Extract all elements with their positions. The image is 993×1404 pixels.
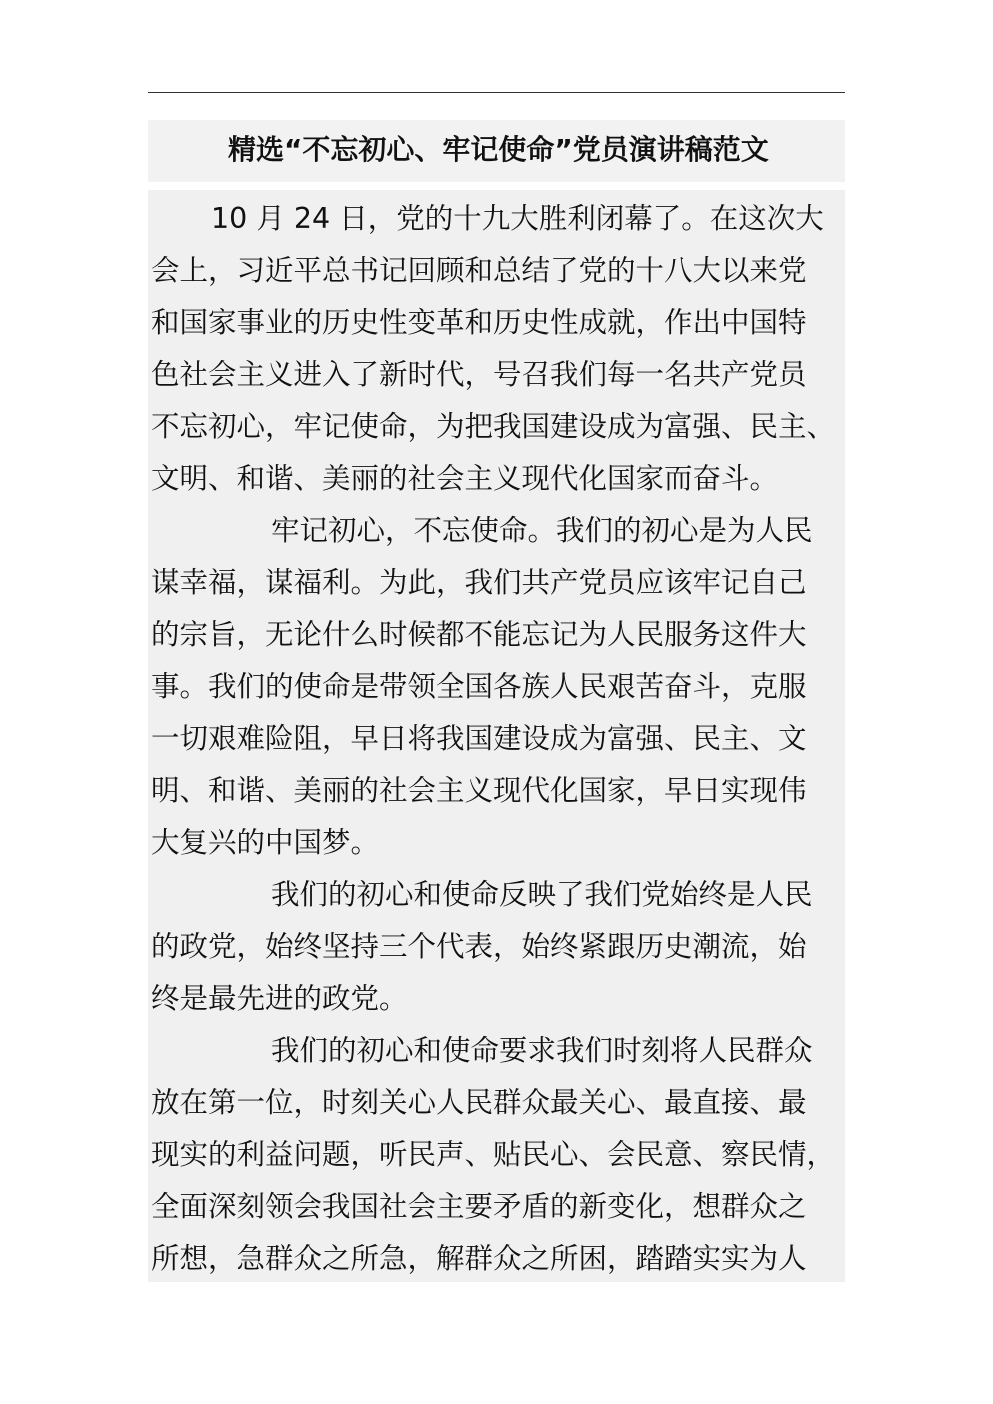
paragraph-line: 明、和谐、美丽的社会主义现代化国家，早日实现伟: [151, 774, 807, 807]
paragraph-line: 的政党，始终坚持三个代表，始终紧跟历史潮流，始: [151, 930, 807, 963]
paragraph-line: 会上，习近平总书记回顾和总结了党的十八大以来党: [151, 254, 807, 287]
paragraph-line: 牢记初心，不忘使命。我们的初心是为人民: [271, 514, 813, 547]
paragraph-line: 我们的初心和使命要求我们时刻将人民群众: [271, 1034, 813, 1067]
paragraph-line: 和国家事业的历史性变革和历史性成就，作出中国特: [151, 306, 807, 339]
paragraph-line: 一切艰难险阻，早日将我国建设成为富强、民主、文: [151, 722, 807, 755]
paragraph-line: 不忘初心，牢记使命，为把我国建设成为富强、民主、: [151, 410, 836, 443]
paragraph-4: [151, 1025, 835, 1285]
paragraph-line: 10 月 24 日，党的十九大胜利闭幕了。在这次大: [211, 202, 824, 235]
paragraph-line: 终是最先进的政党。: [151, 982, 408, 1015]
paragraph-line: 现实的利益问题，听民声、贴民心、会民意、察民情，: [151, 1138, 836, 1171]
paragraph-line: 的宗旨，无论什么时候都不能忘记为人民服务这件大: [151, 618, 807, 651]
paragraph-3: [151, 869, 813, 1025]
paragraph-1: [151, 193, 835, 505]
paragraph-line: 全面深刻领会我国社会主要矛盾的新变化，想群众之: [151, 1190, 807, 1223]
paragraph-line: 大复兴的中国梦。: [151, 826, 380, 859]
document-title: 精选“不忘初心、牢记使命”党员演讲稿范文: [228, 133, 769, 166]
paragraph-line: 事。我们的使命是带领全国各族人民艰苦奋斗，克服: [151, 670, 807, 703]
paragraph-line: 我们的初心和使命反映了我们党始终是人民: [271, 878, 813, 911]
paragraph-line: 放在第一位，时刻关心人民群众最关心、最直接、最: [151, 1086, 807, 1119]
header-rule: [148, 92, 845, 93]
paragraph-line: 文明、和谐、美丽的社会主义现代化国家而奋斗。: [151, 462, 779, 495]
title-block: [148, 120, 845, 182]
paragraph-line: 谋幸福，谋福利。为此，我们共产党员应该牢记自己: [151, 566, 807, 599]
paragraph-2: [151, 505, 813, 869]
paragraph-line: 所想，急群众之所急，解群众之所困，踏踏实实为人: [151, 1242, 807, 1275]
paragraph-line: 色社会主义进入了新时代，号召我们每一名共产党员: [151, 358, 807, 391]
document-body: [148, 190, 845, 1282]
